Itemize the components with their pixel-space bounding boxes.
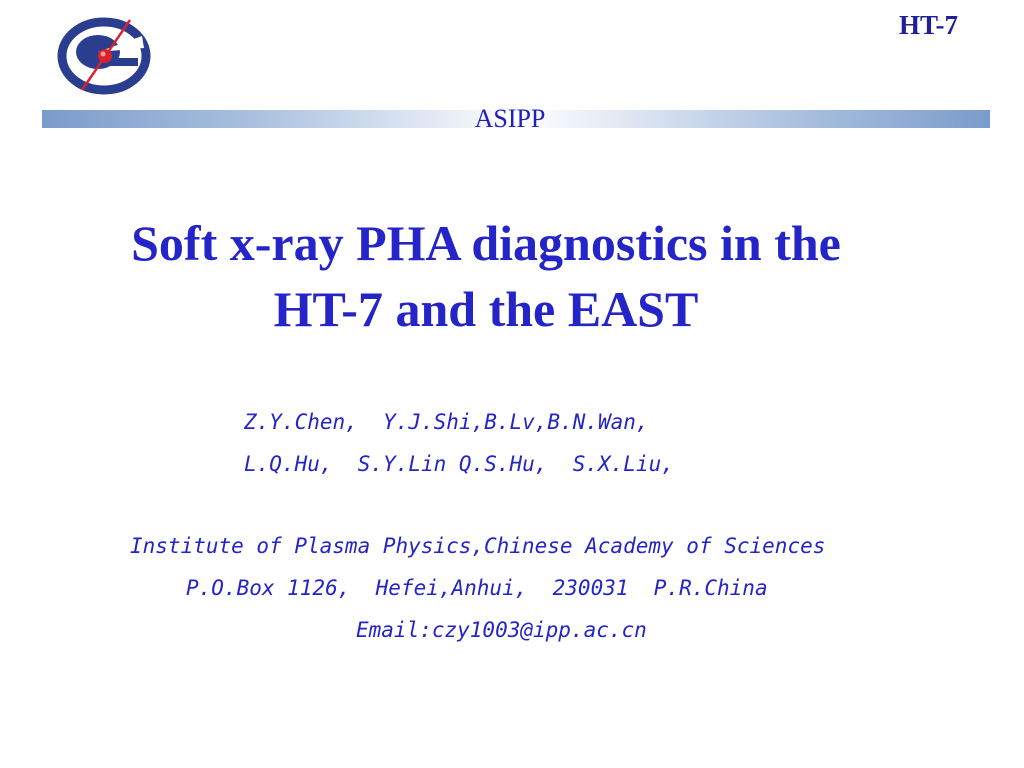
band-label: ASIPP (474, 104, 546, 133)
authors-line-1: Z.Y.Chen, Y.J.Shi,B.Lv,B.N.Wan, (244, 410, 649, 434)
address: P.O.Box 1126, Hefei,Anhui, 230031 P.R.China (186, 576, 768, 600)
asipp-logo-icon (52, 14, 154, 96)
institution: Institute of Plasma Physics,Chinese Academy of Sciences (130, 534, 826, 558)
corner-tag: HT-7 (898, 10, 958, 40)
title-line-2: HT-7 and the EAST (273, 281, 699, 337)
slide-title (0, 210, 972, 342)
email: Email:czy1003@ipp.ac.cn (356, 618, 647, 642)
authors-line-2: L.Q.Hu, S.Y.Lin Q.S.Hu, S.X.Liu, (244, 452, 674, 476)
title-line-1: Soft x-ray PHA diagnostics in the (131, 215, 841, 271)
